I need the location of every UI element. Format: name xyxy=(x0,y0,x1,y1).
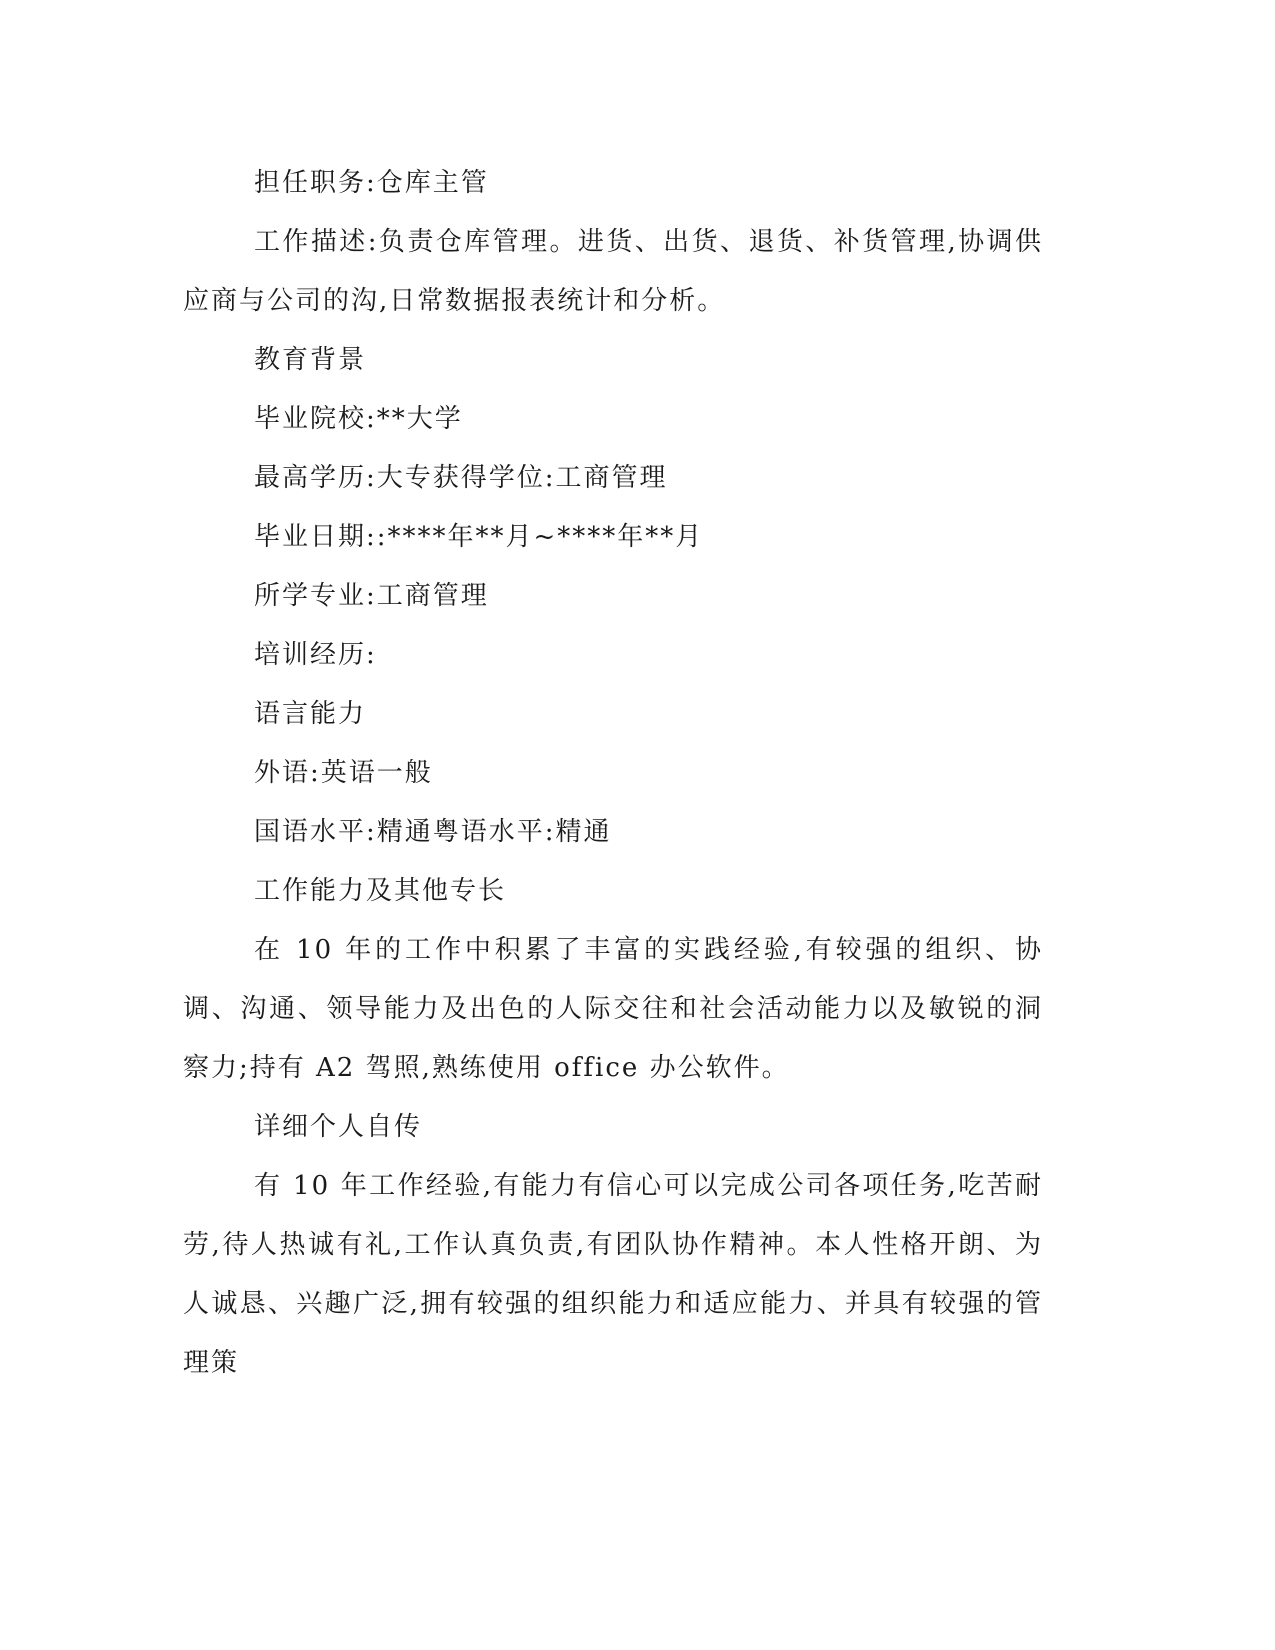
skills-paragraph: 在 10 年的工作中积累了丰富的实践经验,有较强的组织、协调、沟通、领导能力及出色的人际交往和社会活动能力以及敏锐的洞察力;持有 A2 驾照,熟练使用 office 办公软件。 xyxy=(183,935,1043,1083)
job-description: 工作描述:负责仓库管理。进货、出货、退货、补货管理,协调供应商与公司的沟,日常数据报表统计和分析。 xyxy=(183,227,1043,316)
graduation-date-line: 毕业日期::****年**月~****年**月 xyxy=(254,522,704,552)
major-line: 所学专业:工商管理 xyxy=(254,581,489,611)
section-heading-education: 教育背景 xyxy=(254,345,367,375)
section-heading-autobiography: 详细个人自传 xyxy=(254,1112,423,1142)
section-heading-skills: 工作能力及其他专长 xyxy=(254,876,507,906)
section-heading-language: 语言能力 xyxy=(254,699,367,729)
foreign-language-line: 外语:英语一般 xyxy=(254,758,433,788)
highest-degree-line: 最高学历:大专获得学位:工商管理 xyxy=(254,463,668,493)
graduate-school-line: 毕业院校:**大学 xyxy=(254,404,463,434)
mandarin-cantonese-line: 国语水平:精通粤语水平:精通 xyxy=(254,817,612,847)
training-line: 培训经历: xyxy=(254,640,377,670)
autobiography-paragraph: 有 10 年工作经验,有能力有信心可以完成公司各项任务,吃苦耐劳,待人热诚有礼,工作认真负责,有团队协作精神。本人性格开朗、为人诚恳、兴趣广泛,拥有较强的组织能力和适应能力、并具有较强的管理策 xyxy=(183,1171,1043,1378)
position-line: 担任职务:仓库主管 xyxy=(254,168,489,198)
document-body xyxy=(183,154,1043,1393)
